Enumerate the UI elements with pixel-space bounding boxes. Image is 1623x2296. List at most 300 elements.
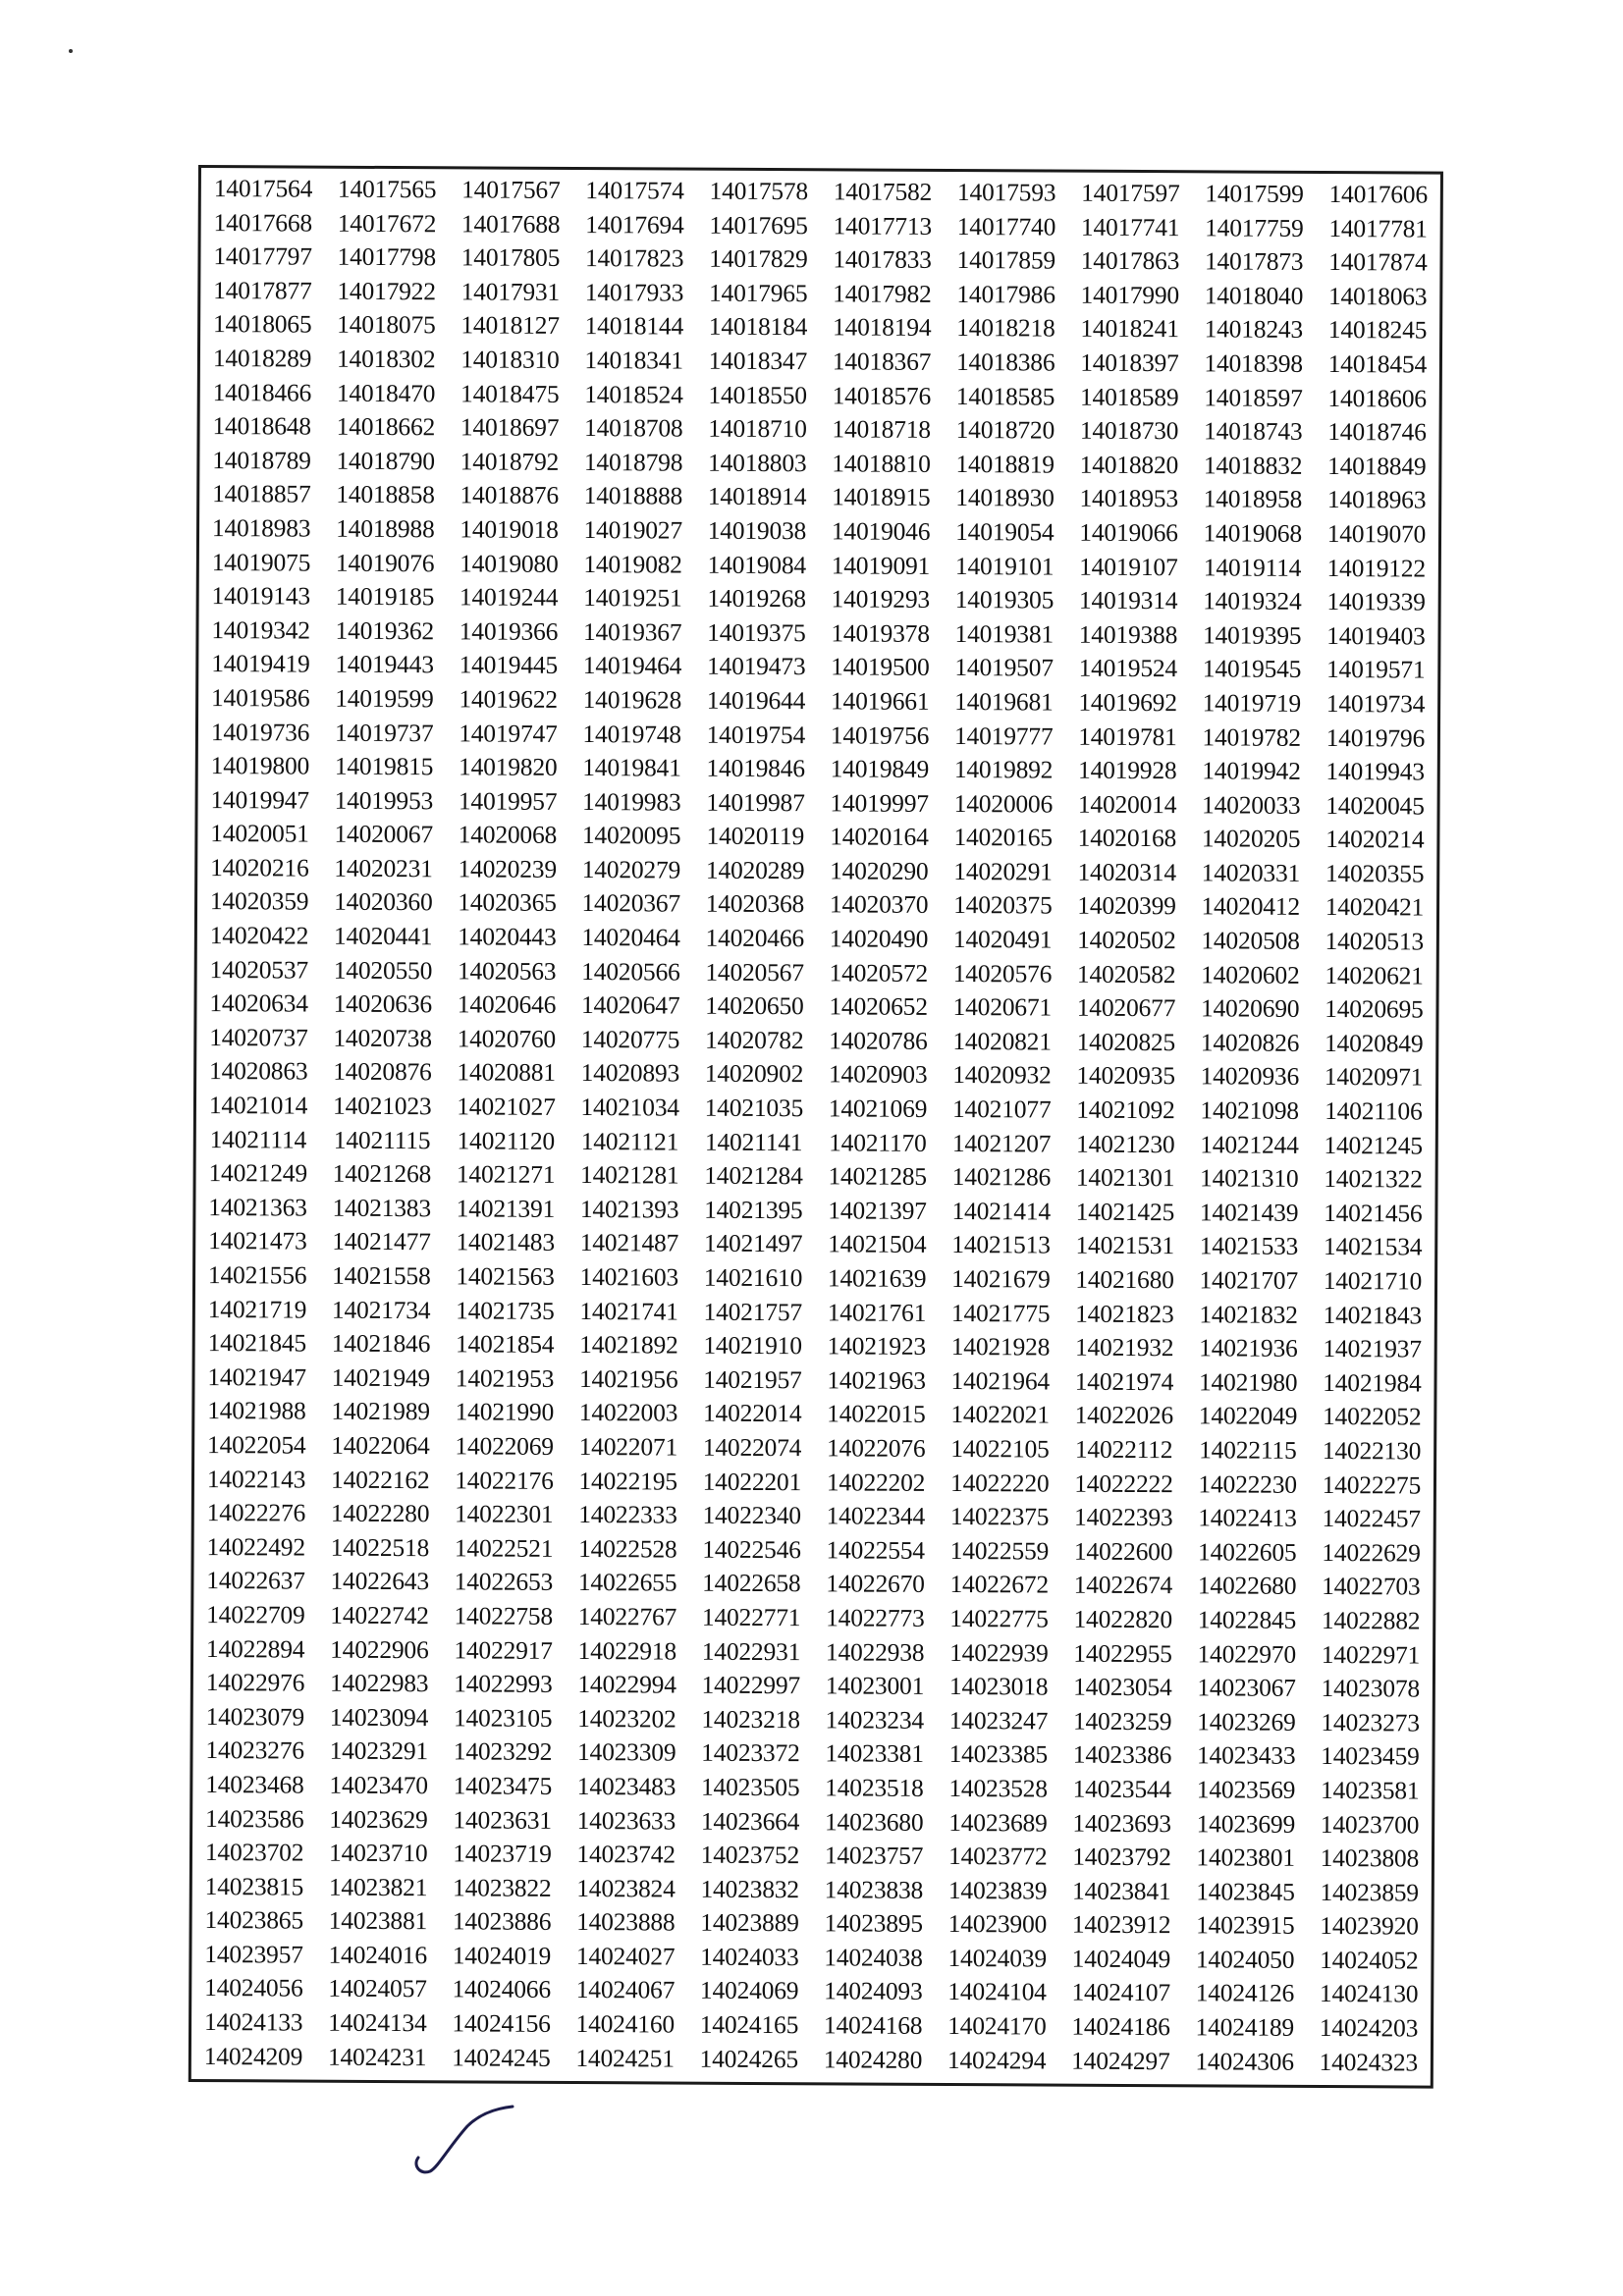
roll-number-cell: 14021027 [457, 1092, 556, 1121]
roll-number-cell: 14020491 [952, 925, 1053, 954]
roll-number-cell: 14017877 [213, 275, 312, 305]
roll-number-cell: 14019445 [459, 650, 559, 680]
roll-number-cell: 14021120 [457, 1126, 556, 1155]
roll-number-cell: 14022882 [1321, 1605, 1421, 1635]
roll-number-cell: 14021990 [455, 1397, 555, 1427]
roll-number-cell: 14020671 [952, 992, 1053, 1022]
roll-number-cell: 14020782 [704, 1025, 804, 1055]
roll-number-cell: 14021092 [1076, 1095, 1175, 1125]
roll-number-cell: 14024033 [700, 1942, 799, 1972]
roll-number-cell: 14020576 [952, 958, 1053, 988]
roll-number-cell: 14021439 [1199, 1198, 1299, 1227]
roll-number-cell: 14022917 [454, 1634, 553, 1665]
roll-number-cell: 14018218 [956, 313, 1055, 343]
roll-number-cell: 14017797 [213, 241, 312, 271]
handwritten-checkmark-icon [410, 2103, 518, 2181]
roll-number-cell: 14021115 [333, 1125, 431, 1154]
roll-number-cell: 14018662 [336, 411, 436, 442]
roll-number-cell: 14024165 [699, 2009, 799, 2040]
roll-number-cell: 14022201 [702, 1467, 802, 1496]
roll-number-cell: 14021843 [1323, 1300, 1423, 1330]
roll-number-table [189, 165, 1443, 2089]
roll-number-cell: 14020821 [952, 1026, 1052, 1056]
roll-number-cell: 14018849 [1327, 451, 1427, 481]
roll-number-cell: 14019500 [831, 652, 930, 682]
roll-number-cell: 14021953 [455, 1363, 555, 1393]
roll-number-cell: 14020508 [1201, 926, 1300, 955]
roll-number-cell: 14024189 [1195, 2012, 1295, 2042]
roll-number-cell: 14020290 [830, 856, 929, 885]
roll-number-cell: 14022993 [454, 1669, 553, 1699]
roll-number-cell: 14019075 [211, 547, 311, 577]
roll-number-cell: 14019756 [830, 720, 930, 750]
roll-number-cell: 14022276 [206, 1498, 306, 1527]
roll-number-cell: 14022672 [949, 1570, 1049, 1599]
roll-number-cell: 14024280 [823, 2045, 923, 2074]
roll-number-cell: 14022344 [826, 1501, 926, 1531]
roll-number-cell: 14018988 [336, 513, 435, 544]
roll-number-cell: 14019800 [210, 751, 310, 780]
roll-number-cell: 14019754 [706, 720, 806, 749]
roll-number-cell: 14019524 [1078, 654, 1178, 683]
roll-number-cell: 14022970 [1197, 1638, 1297, 1669]
roll-number-cell: 14021395 [704, 1195, 803, 1225]
roll-number-cell: 14018743 [1204, 416, 1303, 447]
roll-number-cell: 14022076 [826, 1433, 926, 1463]
roll-number-cell: 14023702 [204, 1838, 304, 1867]
roll-number-cell: 14020168 [1077, 823, 1177, 853]
roll-number-cell: 14020582 [1076, 959, 1176, 988]
roll-number-cell: 14020893 [580, 1058, 680, 1089]
roll-number-cell: 14023895 [824, 1908, 923, 1939]
roll-number-cell: 14019339 [1326, 587, 1426, 616]
roll-number-cell: 14022112 [1074, 1434, 1173, 1465]
roll-number-cell: 14023292 [453, 1736, 553, 1767]
roll-number-cell: 14023757 [824, 1841, 924, 1870]
roll-number-cell: 14021473 [208, 1226, 307, 1255]
roll-number-cell: 14018789 [212, 445, 311, 475]
roll-number-cell: 14022222 [1074, 1468, 1173, 1498]
roll-number-cell: 14020279 [581, 854, 681, 884]
roll-number-cell: 14020239 [458, 854, 558, 883]
roll-number-cell: 14019114 [1203, 552, 1302, 582]
roll-number-cell: 14022771 [701, 1602, 801, 1632]
roll-number-cell: 14020399 [1077, 891, 1176, 921]
roll-number-cell: 14018589 [1079, 382, 1179, 411]
roll-number-cell: 14021513 [951, 1230, 1051, 1259]
roll-number-cell: 14019953 [334, 785, 434, 815]
roll-number-cell: 14020621 [1325, 960, 1424, 990]
roll-number-cell: 14022554 [826, 1535, 925, 1565]
roll-number-cell: 14023629 [329, 1804, 428, 1834]
roll-number-cell: 14020164 [830, 822, 929, 852]
roll-number-cell: 14020360 [334, 887, 433, 917]
roll-number-cell: 14023386 [1072, 1739, 1172, 1770]
roll-number-cell: 14024265 [699, 2044, 799, 2073]
roll-number-cell: 14020033 [1202, 790, 1301, 820]
roll-number-cell: 14020006 [953, 788, 1054, 819]
roll-number-cell: 14019947 [210, 784, 309, 815]
roll-number-cell: 14023475 [453, 1771, 553, 1800]
roll-number-cell: 14024186 [1071, 2011, 1170, 2042]
roll-number-cell: 14023815 [204, 1871, 304, 1901]
roll-number-cell: 14020365 [458, 887, 557, 918]
roll-number-cell: 14022054 [206, 1430, 306, 1460]
roll-number-cell: 14021735 [456, 1295, 555, 1325]
roll-number-cell: 14022955 [1073, 1638, 1172, 1668]
roll-number-cell: 14021531 [1075, 1231, 1175, 1260]
roll-number-cell: 14019362 [335, 615, 435, 645]
roll-number-cell: 14020214 [1325, 825, 1425, 854]
roll-number-cell: 14022195 [578, 1466, 677, 1496]
roll-number-cell: 14021098 [1200, 1095, 1299, 1125]
roll-number-cell: 14019737 [334, 718, 434, 747]
roll-number-cell: 14020216 [210, 852, 309, 882]
roll-number-cell: 14019661 [830, 686, 930, 716]
roll-number-cell: 14022521 [454, 1533, 554, 1563]
roll-number-cell: 14019091 [831, 550, 931, 580]
roll-number-cell: 14022230 [1198, 1468, 1297, 1499]
roll-number-cell: 14020935 [1076, 1061, 1175, 1091]
roll-number-cell: 14021980 [1198, 1367, 1298, 1397]
roll-number-cell: 14021284 [704, 1160, 803, 1191]
roll-number-cell: 14021425 [1075, 1197, 1175, 1227]
roll-number-cell: 14019143 [211, 581, 311, 611]
roll-number-cell: 14018810 [832, 449, 931, 478]
roll-number-cell: 14023054 [1073, 1672, 1172, 1702]
roll-number-cell: 14021757 [703, 1297, 803, 1326]
roll-number-cell: 14018245 [1327, 315, 1428, 345]
roll-number-cell: 14021397 [828, 1196, 927, 1225]
roll-number-cell: 14017990 [1080, 280, 1180, 310]
roll-number-cell: 14019820 [458, 752, 558, 782]
roll-number-cell: 14022275 [1322, 1469, 1422, 1500]
roll-number-cell: 14022220 [949, 1468, 1050, 1498]
roll-number-cell: 14023067 [1197, 1673, 1296, 1702]
roll-number-cell: 14022653 [454, 1567, 554, 1597]
roll-number-cell: 14020422 [209, 921, 309, 950]
roll-number-cell: 14018302 [336, 344, 436, 374]
roll-number-cell: 14022176 [455, 1465, 554, 1495]
roll-number-cell: 14022680 [1197, 1571, 1297, 1601]
roll-number-cell: 14023832 [700, 1874, 799, 1903]
roll-number-cell: 14021988 [207, 1396, 306, 1425]
roll-number-cell: 14017759 [1205, 212, 1304, 242]
roll-number-cell: 14020634 [209, 988, 308, 1018]
roll-number-cell: 14019892 [953, 755, 1054, 784]
roll-number-cell: 14023912 [1071, 1909, 1171, 1940]
roll-number-cell: 14020825 [1076, 1027, 1176, 1057]
roll-number-cell: 14019747 [459, 718, 558, 748]
roll-number-cell: 14022931 [701, 1636, 801, 1666]
roll-number-cell: 14023079 [205, 1701, 305, 1732]
roll-number-cell: 14018963 [1326, 485, 1427, 514]
roll-number-cell: 14022894 [205, 1633, 305, 1664]
roll-number-cell: 14020902 [704, 1059, 804, 1089]
roll-number-cell: 14020550 [333, 955, 433, 985]
roll-number-cell: 14024231 [327, 2042, 427, 2071]
roll-number-cell: 14022767 [577, 1601, 677, 1631]
roll-number-cell: 14018466 [212, 377, 312, 407]
roll-number-cell: 14020119 [706, 822, 805, 851]
roll-number-cell: 14021563 [456, 1261, 555, 1291]
roll-number-cell: 14024093 [824, 1976, 923, 2006]
roll-number-cell: 14024209 [203, 2041, 303, 2071]
roll-number-cell: 14019815 [334, 751, 434, 781]
roll-number-cell: 14019366 [459, 616, 559, 646]
roll-number-cell: 14024049 [1071, 1944, 1171, 1974]
roll-number-cell: 14022775 [949, 1603, 1049, 1633]
roll-number-cell: 14020502 [1077, 925, 1176, 955]
roll-number-cell: 14017931 [460, 277, 561, 306]
roll-number-cell: 14020051 [210, 819, 309, 848]
roll-number-cell: 14022906 [330, 1634, 429, 1664]
roll-number-cell: 14019571 [1325, 655, 1426, 684]
roll-number-cell: 14020441 [333, 921, 433, 951]
roll-number-cell: 14024069 [699, 1976, 799, 2005]
roll-number-cell: 14021534 [1323, 1232, 1423, 1261]
roll-number-cell: 14021504 [828, 1229, 927, 1259]
roll-number-cell: 14021932 [1074, 1332, 1174, 1362]
roll-number-cell: 14023202 [577, 1703, 676, 1734]
roll-number-cell: 14022605 [1198, 1537, 1297, 1567]
roll-number-cell: 14024019 [452, 1941, 552, 1970]
roll-number-cell: 14017567 [461, 175, 561, 204]
roll-number-cell: 14021963 [827, 1365, 926, 1395]
roll-number-cell: 14021414 [951, 1196, 1051, 1226]
roll-number-cell: 14022375 [949, 1502, 1050, 1531]
roll-number-cell: 14022670 [826, 1569, 925, 1599]
roll-number-cell: 14021923 [827, 1331, 927, 1362]
roll-number-cell: 14018184 [708, 312, 808, 342]
roll-number-cell: 14020359 [209, 886, 309, 917]
roll-number-cell: 14019107 [1079, 552, 1178, 581]
roll-number-cell: 14019324 [1203, 586, 1302, 616]
roll-number-cell: 14017565 [337, 174, 437, 204]
roll-number-cell: 14018876 [460, 480, 560, 510]
roll-number-cell: 14023247 [948, 1705, 1049, 1735]
roll-number-cell: 14023920 [1320, 1911, 1419, 1941]
roll-number-cell: 14022301 [455, 1499, 554, 1529]
roll-number-cell: 14019388 [1078, 619, 1178, 649]
roll-number-cell: 14018144 [584, 311, 684, 341]
roll-number-cell: 14020014 [1077, 789, 1177, 819]
roll-number-cell: 14019070 [1326, 518, 1427, 549]
roll-number-cell: 14021533 [1199, 1231, 1299, 1261]
roll-number-cell: 14024251 [575, 2043, 675, 2073]
roll-number-cell: 14017578 [709, 176, 809, 206]
roll-number-cell: 14019736 [210, 717, 310, 747]
roll-number-cell: 14022655 [577, 1568, 677, 1597]
roll-number-cell: 14019846 [706, 753, 805, 783]
roll-number-cell: 14017599 [1205, 179, 1304, 208]
roll-number-cell: 14021245 [1324, 1130, 1423, 1160]
roll-number-cell: 14023822 [453, 1873, 552, 1902]
roll-number-cell: 14021761 [827, 1297, 927, 1327]
roll-number-cell: 14021322 [1324, 1164, 1423, 1194]
roll-number-cell: 14023078 [1321, 1674, 1421, 1703]
roll-number-cell: 14018958 [1203, 484, 1303, 514]
roll-number-cell: 14021487 [579, 1228, 679, 1257]
roll-number-cell: 14020760 [457, 1024, 557, 1053]
roll-number-cell: 14021679 [951, 1264, 1051, 1294]
roll-number-cell: 14021456 [1324, 1198, 1423, 1228]
roll-number-cell: 14021271 [456, 1159, 556, 1190]
roll-number-cell: 14021310 [1200, 1163, 1299, 1194]
roll-number-cell: 14020412 [1201, 891, 1301, 922]
roll-number-cell: 14019375 [707, 617, 806, 647]
roll-number-cell: 14021949 [331, 1362, 431, 1393]
roll-number-cell: 14023586 [204, 1803, 304, 1834]
roll-number-cell: 14023886 [452, 1906, 552, 1937]
roll-number-cell: 14023752 [700, 1840, 800, 1870]
roll-number-cell: 14021974 [1074, 1366, 1174, 1396]
roll-number-cell: 14020636 [333, 988, 433, 1019]
roll-number-cell: 14021249 [208, 1158, 307, 1188]
roll-number-cell: 14023544 [1072, 1774, 1172, 1804]
roll-number-cell: 14024126 [1195, 1978, 1295, 2008]
roll-number-cell: 14018718 [832, 414, 931, 445]
roll-number-cell: 14023569 [1196, 1775, 1296, 1804]
roll-number-cell: 14024038 [824, 1943, 923, 1972]
roll-number-cell: 14017933 [584, 277, 684, 307]
roll-number-cell: 14023385 [948, 1739, 1049, 1769]
roll-number-cell: 14018820 [1079, 450, 1179, 479]
roll-number-cell: 14017833 [833, 244, 932, 275]
roll-number-cell: 14024133 [203, 2007, 303, 2037]
roll-number-cell: 14017713 [833, 210, 933, 240]
roll-number-cell: 14018730 [1079, 415, 1179, 446]
roll-number-cell: 14019464 [582, 651, 682, 680]
roll-number-cell: 14019080 [460, 548, 559, 578]
roll-number-cell: 14022518 [330, 1532, 430, 1563]
roll-number-cell: 14018127 [460, 310, 560, 341]
roll-number-cell: 14018241 [1080, 314, 1179, 344]
roll-number-cell: 14020567 [705, 957, 804, 987]
roll-number-cell: 14017672 [337, 208, 437, 238]
roll-number-cell: 14021391 [456, 1194, 556, 1223]
roll-number-cell: 14024052 [1320, 1945, 1419, 1975]
roll-number-cell: 14023234 [825, 1705, 925, 1735]
roll-number-cell: 14017593 [956, 178, 1056, 207]
roll-number-cell: 14020370 [829, 889, 929, 920]
roll-number-cell: 14022845 [1197, 1605, 1297, 1634]
roll-number-cell: 14019403 [1326, 620, 1426, 651]
roll-number-cell: 14024050 [1195, 1945, 1295, 1974]
roll-number-cell: 14022026 [1074, 1401, 1174, 1430]
roll-number-cell: 14023218 [701, 1704, 800, 1734]
roll-number-cell: 14021121 [580, 1126, 679, 1156]
roll-number-cell: 14021741 [579, 1296, 678, 1326]
roll-number-cell: 14019268 [707, 583, 806, 614]
roll-number-cell: 14024297 [1071, 2046, 1170, 2075]
roll-number-cell: 14018597 [1204, 382, 1303, 412]
roll-number-cell: 14022742 [330, 1600, 429, 1630]
roll-number-cell: 14018398 [1204, 348, 1303, 378]
roll-number-cell: 14018915 [832, 482, 931, 512]
roll-number-cell: 14022457 [1322, 1504, 1421, 1533]
roll-number-cell: 14021558 [332, 1260, 431, 1291]
roll-number-cell: 14023459 [1321, 1741, 1420, 1771]
roll-number-cell: 14019314 [1078, 585, 1178, 615]
roll-number-cell: 14023505 [700, 1772, 800, 1802]
roll-number-cell: 14019101 [954, 551, 1055, 581]
roll-number-cell: 14021383 [332, 1193, 431, 1223]
roll-number-cell: 14024306 [1195, 2046, 1294, 2076]
roll-number-cell: 14017859 [956, 245, 1056, 275]
roll-number-cell: 14022280 [330, 1498, 430, 1528]
roll-number-cell: 14022546 [702, 1534, 801, 1564]
roll-number-cell: 14020738 [333, 1023, 432, 1053]
roll-number-cell: 14021832 [1199, 1299, 1298, 1329]
roll-number-cell: 14017597 [1081, 178, 1180, 208]
roll-number-cell: 14022939 [949, 1637, 1049, 1668]
roll-number-cell: 14022049 [1198, 1401, 1298, 1431]
roll-number-cell: 14019942 [1202, 756, 1301, 785]
roll-number-cell: 14020367 [581, 888, 681, 919]
roll-number-cell: 14023859 [1320, 1877, 1419, 1907]
roll-number-cell: 14024156 [452, 2008, 551, 2038]
roll-number-cell: 14021928 [950, 1332, 1051, 1362]
roll-number-cell: 14017688 [460, 208, 561, 239]
roll-number-cell: 14022393 [1074, 1502, 1173, 1532]
roll-number-cell: 14021846 [331, 1328, 431, 1359]
roll-number-cell: 14021610 [703, 1262, 803, 1293]
roll-number-cell: 14022643 [330, 1567, 430, 1596]
roll-number-cell: 14018524 [584, 379, 683, 409]
roll-number-cell: 14020067 [334, 820, 433, 849]
roll-number-cell: 14018576 [832, 380, 932, 410]
roll-number-cell: 14020737 [209, 1022, 308, 1052]
roll-number-cell: 14019983 [582, 786, 681, 817]
roll-number-cell: 14018858 [336, 480, 435, 509]
roll-number-cell: 14021892 [579, 1330, 678, 1360]
roll-number-cell: 14024027 [575, 1941, 676, 1971]
roll-number-cell: 14020289 [705, 855, 805, 885]
roll-number-cell: 14019244 [459, 582, 559, 613]
roll-number-cell: 14022143 [206, 1464, 306, 1494]
roll-number-cell: 14023801 [1196, 1842, 1295, 1872]
roll-number-cell: 14022413 [1198, 1503, 1297, 1533]
roll-number-cell: 14019586 [210, 682, 310, 713]
roll-number-cell: 14019068 [1203, 518, 1303, 548]
roll-number-cell: 14017873 [1204, 246, 1304, 277]
roll-number-cell: 14021937 [1323, 1334, 1422, 1363]
roll-number-cell: 14021034 [580, 1093, 679, 1122]
roll-number-cell: 14024294 [947, 2045, 1047, 2075]
roll-number-cell: 14023269 [1197, 1707, 1296, 1736]
roll-number-cell: 14020695 [1325, 994, 1424, 1024]
roll-number-cell: 14023865 [204, 1905, 304, 1935]
roll-number-cell: 14019185 [335, 581, 435, 612]
roll-number-cell: 14023291 [329, 1736, 429, 1766]
roll-number-cell: 14021936 [1199, 1333, 1298, 1363]
roll-number-cell: 14019849 [830, 754, 930, 783]
roll-number-cell: 14021285 [828, 1161, 927, 1192]
roll-number-cell: 14023372 [701, 1738, 800, 1768]
roll-number-cell: 14017695 [709, 210, 808, 240]
roll-number-cell: 14018310 [460, 345, 560, 374]
roll-number-cell: 14019943 [1325, 757, 1425, 786]
roll-number-cell: 14018832 [1203, 451, 1303, 480]
roll-number-cell: 14020490 [829, 924, 929, 953]
roll-number-cell: 14023693 [1072, 1808, 1171, 1838]
roll-number-cell: 14020331 [1201, 858, 1301, 887]
roll-number-cell: 14021281 [580, 1160, 679, 1190]
roll-number-cell: 14017805 [460, 242, 561, 273]
roll-number-cell: 14018798 [583, 447, 683, 477]
roll-number-cell: 14020932 [952, 1060, 1052, 1090]
